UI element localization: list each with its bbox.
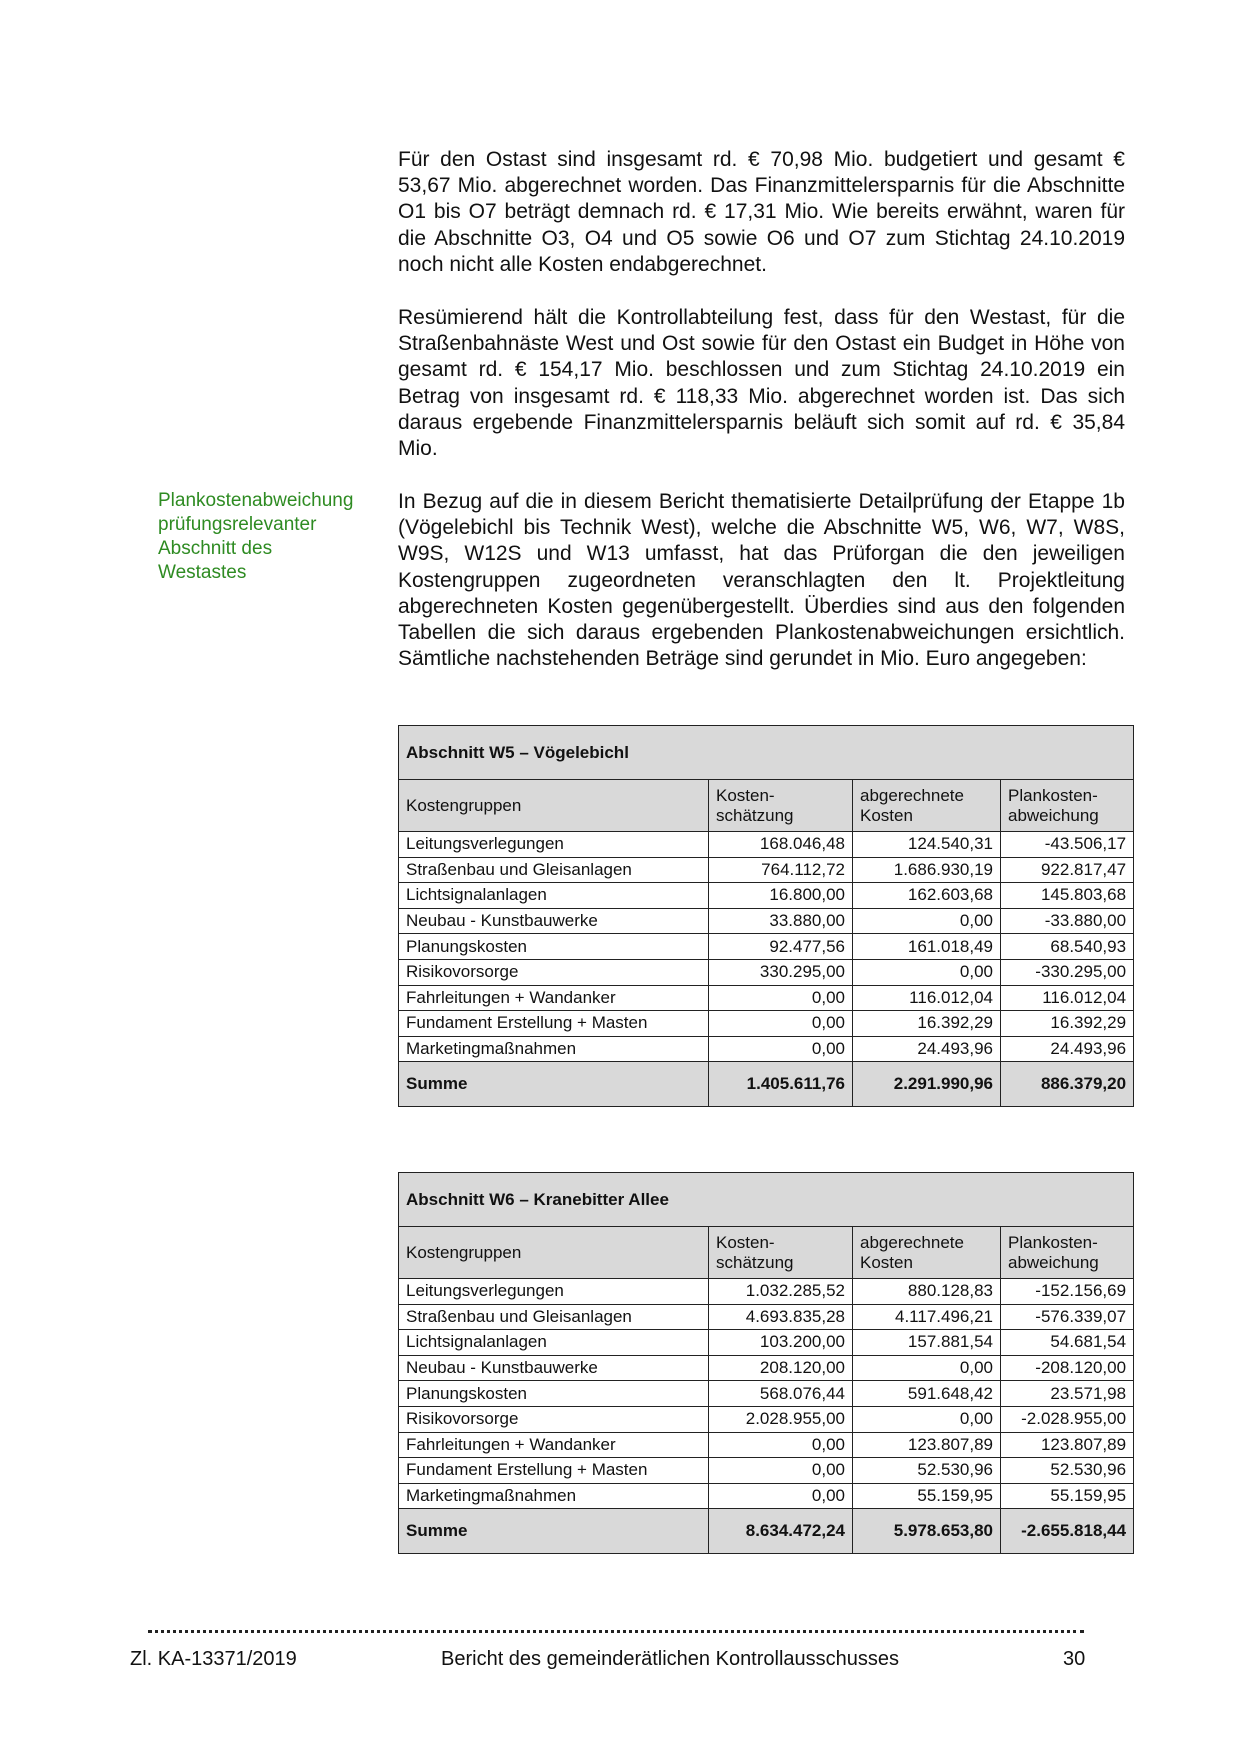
table-row: Marketingmaßnahmen 0,00 55.159,95 55.159,95 xyxy=(399,1483,1134,1509)
table-sum-row: Summe 8.634.472,24 5.978.653,80 -2.655.818,44 xyxy=(399,1509,1134,1554)
table-row: Risikovorsorge 2.028.955,00 0,00 -2.028.955,00 xyxy=(399,1406,1134,1432)
col-header-plankostenabweichung: Plankosten- abweichung xyxy=(1001,780,1134,832)
col-header-plankostenabweichung: Plankosten- abweichung xyxy=(1001,1227,1134,1279)
page-number: 30 xyxy=(1063,1648,1086,1670)
table-row: Fahrleitungen + Wandanker 0,00 116.012,04 116.012,04 xyxy=(399,985,1134,1011)
table-row: Planungskosten 92.477,56 161.018,49 68.540,93 xyxy=(399,934,1134,960)
table-title: Abschnitt W6 – Kranebitter Allee xyxy=(399,1173,1134,1227)
table-row: Lichtsignalanlagen 103.200,00 157.881,54 54.681,54 xyxy=(399,1330,1134,1356)
table-row: Risikovorsorge 330.295,00 0,00 -330.295,00 xyxy=(399,959,1134,985)
table-row: Marketingmaßnahmen 0,00 24.493,96 24.493,96 xyxy=(399,1036,1134,1062)
table-row: Fundament Erstellung + Masten 0,00 16.392,29 16.392,29 xyxy=(399,1011,1134,1037)
table-row: Leitungsverlegungen 1.032.285,52 880.128,83 -152.156,69 xyxy=(399,1279,1134,1305)
table-title: Abschnitt W5 – Vögelebichl xyxy=(399,726,1134,780)
paragraph-summary: Resümierend hält die Kontrollabteilung fest, dass für den Westast, für die Straßenbahnäste West und Ost sowie für den Ostast ein Budget in Höhe von gesamt rd. € 154,17 Mio. beschlossen und zum Stichtag 24.10.2019 ein Betrag von insgesamt rd. € 118,33 Mio. abgerechnet worden ist. Das sich daraus ergebende Finanzmittelersparnis beläuft sich somit auf rd. € 35,84 Mio. xyxy=(398,306,1125,461)
table-sum-row: Summe 1.405.611,76 2.291.990,96 886.379,20 xyxy=(399,1062,1134,1107)
margin-note-line: Westastes xyxy=(158,562,247,583)
table-row: Leitungsverlegungen 168.046,48 124.540,31 -43.506,17 xyxy=(399,832,1134,858)
margin-note-line: Plankostenabweichung xyxy=(158,490,354,511)
table-row: Planungskosten 568.076,44 591.648,42 23.571,98 xyxy=(399,1381,1134,1407)
column-header-row xyxy=(399,1227,1134,1279)
col-header-abgerechnete-kosten: abgerechnete Kosten xyxy=(853,780,1001,832)
footer-divider xyxy=(148,1630,1084,1637)
table-row: Neubau - Kunstbauwerke 208.120,00 0,00 -208.120,00 xyxy=(399,1355,1134,1381)
paragraph-detail-review: In Bezug auf die in diesem Bericht thematisierte Detailprüfung der Etappe 1b (Vögelebichl bis Technik West), welche die Abschnitte W5, W6, W7, W8S, W9S, W12S und W13 umfasst, hat das Prüforgan die den jeweiligen Kostengruppen zugeordneten veranschlagten den lt. Projektleitung abgerechneten Kosten gegenübergestellt. Überdies sind aus den folgenden Tabellen die sich daraus ergebenden Plankostenabweichungen ersichtlich. Sämtliche nachstehenden Beträge sind gerundet in Mio. Euro angegeben: xyxy=(398,490,1125,671)
col-header-kostengruppen: Kostengruppen xyxy=(399,1227,709,1279)
cost-table-w6 xyxy=(398,1172,1134,1554)
margin-note-line: prüfungsrelevanter xyxy=(158,514,317,535)
margin-note xyxy=(158,489,388,585)
paragraph-ostast-budget: Für den Ostast sind insgesamt rd. € 70,98 Mio. budgetiert und gesamt € 53,67 Mio. abgerechnet worden. Das Finanzmittelersparnis für die Abschnitte O1 bis O7 beträgt demnach rd. € 17,31 Mio. Wie bereits erwähnt, waren für die Abschnitte O3, O4 und O5 sowie O6 und O7 zum Stichtag 24.10.2019 noch nicht alle Kosten endabgerechnet. xyxy=(398,148,1125,276)
table-row: Neubau - Kunstbauwerke 33.880,00 0,00 -33.880,00 xyxy=(399,908,1134,934)
table-row: Fundament Erstellung + Masten 0,00 52.530,96 52.530,96 xyxy=(399,1458,1134,1484)
col-header-kostengruppen: Kostengruppen xyxy=(399,780,709,832)
col-header-abgerechnete-kosten: abgerechnete Kosten xyxy=(853,1227,1001,1279)
column-header-row xyxy=(399,780,1134,832)
col-header-kostenschaetzung: Kosten- schätzung xyxy=(709,780,853,832)
footer-reference: Zl. KA-13371/2019 xyxy=(130,1648,297,1670)
table-row: Straßenbau und Gleisanlagen 764.112,72 1.686.930,19 922.817,47 xyxy=(399,857,1134,883)
table-row: Fahrleitungen + Wandanker 0,00 123.807,89 123.807,89 xyxy=(399,1432,1134,1458)
table-row: Straßenbau und Gleisanlagen 4.693.835,28 4.117.496,21 -576.339,07 xyxy=(399,1304,1134,1330)
cost-table-w5 xyxy=(398,725,1134,1107)
table-row: Lichtsignalanlagen 16.800,00 162.603,68 145.803,68 xyxy=(399,883,1134,909)
col-header-kostenschaetzung: Kosten- schätzung xyxy=(709,1227,853,1279)
footer-title: Bericht des gemeinderätlichen Kontrollausschusses xyxy=(441,1648,900,1670)
margin-note-line: Abschnitt des xyxy=(158,538,273,559)
